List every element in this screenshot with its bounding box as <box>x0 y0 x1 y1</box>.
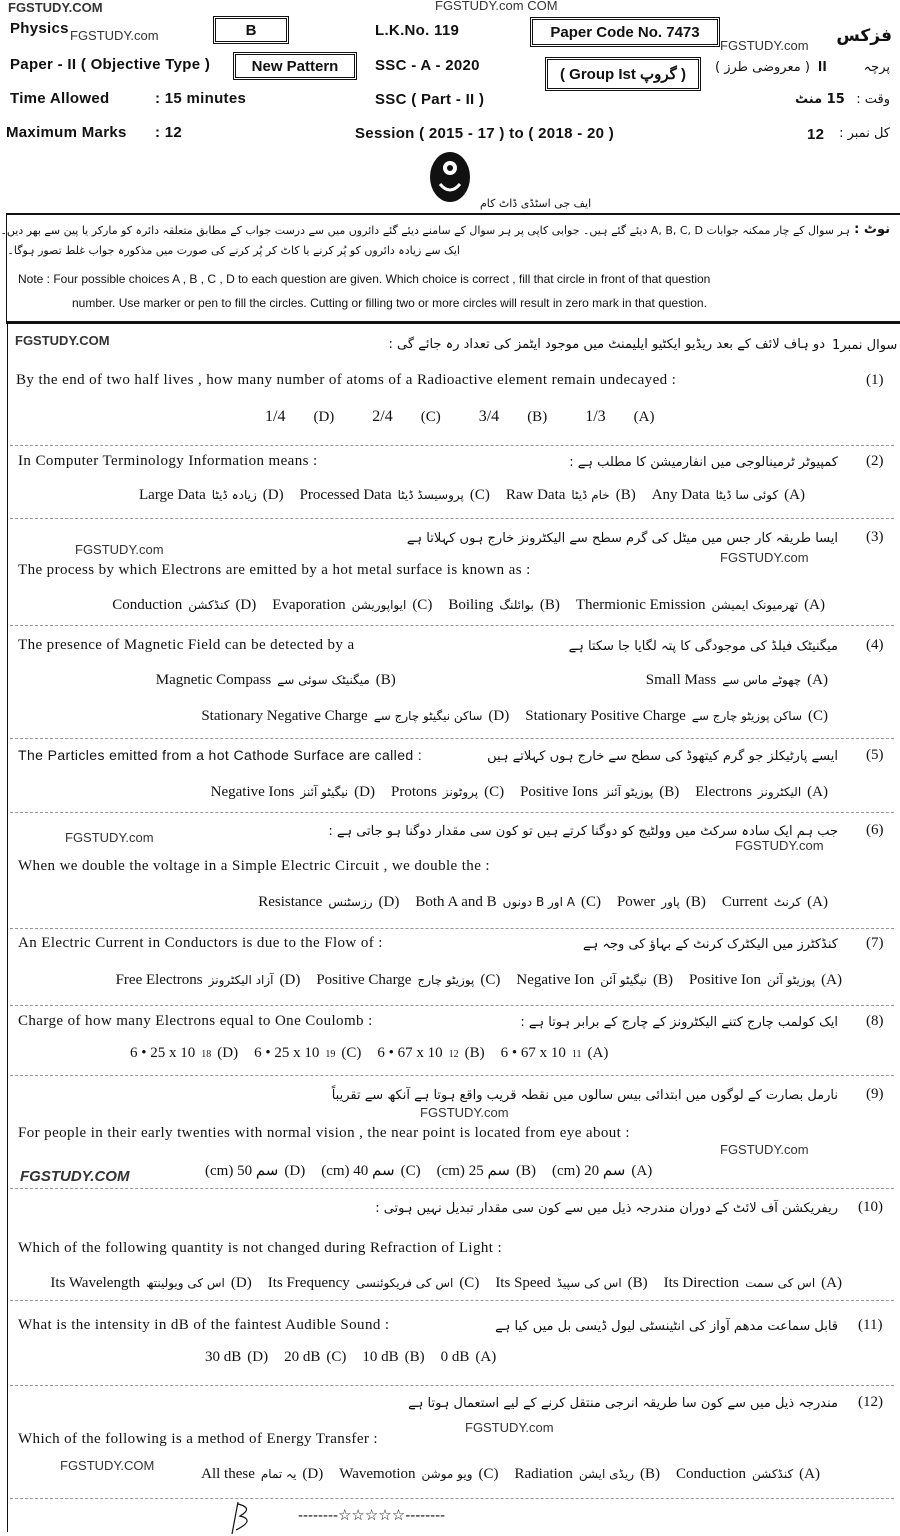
option-letter: (C) <box>808 708 828 724</box>
option-value: 20 dB <box>284 1349 321 1365</box>
watermark: FGSTUDY.COM <box>15 333 110 348</box>
option-letter: (C) <box>326 1349 347 1365</box>
signature-icon <box>228 1500 258 1536</box>
option-letter: (D) <box>247 1349 269 1365</box>
option-value-urdu: پاور <box>661 895 680 909</box>
option-value: Radiation <box>514 1466 573 1482</box>
question-text-english: In Computer Terminology Information means : <box>18 453 318 469</box>
option-value: Power <box>616 894 656 910</box>
option-c <box>300 487 490 504</box>
time-label-urdu: وقت : <box>856 92 890 107</box>
option-value-urdu: تھرمیونک ایمیشن <box>711 598 799 612</box>
option-b <box>377 1045 484 1062</box>
option-letter: (D) <box>279 972 301 988</box>
question-text-english: An Electric Current in Conductors is due to the Flow of : <box>18 935 383 951</box>
option-value: Negative Ion <box>516 972 595 988</box>
option-c <box>254 1045 361 1062</box>
question-label-urdu: سوال نمبر1 <box>832 338 898 353</box>
option-value-urdu: الیکٹرونز <box>757 785 802 799</box>
option-d <box>112 597 256 614</box>
exam-name: SSC - A - 2020 <box>375 57 480 74</box>
option-d <box>205 1161 305 1180</box>
option-a <box>585 408 654 426</box>
question-text-urdu: دو ہاف لائف کے بعد ریڈیو ایکٹیو ایلیمنٹ میں موجود ایٹمز کی تعداد رہ جائے گی : <box>388 337 825 352</box>
option-a <box>689 972 842 989</box>
note-line-2: number. Use marker or pen to fill the circles. Cutting or filling two or more circles will result in zero mark in that question. <box>72 296 707 310</box>
option-a <box>722 894 828 911</box>
subject-english: Physics <box>10 20 69 37</box>
option-value-fraction: 2/4 <box>372 408 393 425</box>
end-mark: --------☆☆☆☆☆-------- <box>298 1507 446 1524</box>
option-letter: (C) <box>478 1466 499 1482</box>
note-line-1: Note : Four possible choices A , B , C , D to each question are given. Which choice is correct , fill that circle in front of that question <box>18 272 711 286</box>
option-value-urdu: زیادہ ڈیٹا <box>211 488 257 502</box>
option-letter: (A) <box>807 894 828 910</box>
option-b <box>520 784 679 801</box>
option-letter: (B) <box>639 1466 660 1482</box>
watermark: FGSTUDY.com <box>720 550 809 565</box>
question-number: (1) <box>866 372 884 388</box>
option-value-urdu: کوئی سا ڈیٹا <box>715 488 779 502</box>
option-b <box>479 408 547 426</box>
paper-label-urdu: پرچہ <box>863 60 890 75</box>
paper-code-box: Paper Code No. 7473 <box>530 17 720 47</box>
option-value-urdu: ساکن نیگیٹو چارج سے <box>373 709 483 723</box>
option-value-urdu: ایواپوریشن <box>351 598 407 612</box>
question-number: (3) <box>866 529 884 545</box>
option-exponent: 11 <box>571 1049 582 1060</box>
option-value-fraction: 1/3 <box>585 408 606 425</box>
option-value: 6 • 67 x 10 <box>500 1045 566 1061</box>
question-text-english: The Particles emitted from a hot Cathode Surface are called : <box>18 747 423 763</box>
option-value: 30 dB <box>205 1349 242 1365</box>
option-value-urdu: خام ڈیٹا <box>571 488 610 502</box>
separator-line <box>10 738 894 739</box>
options-row <box>130 1045 618 1062</box>
option-value-urdu: پوزیٹو آئن <box>767 973 816 987</box>
marks-label-urdu: کل نمبر : <box>839 126 890 141</box>
question-text-urdu: میگنیٹک فیلڈ کی موجودگی کا پتہ لگایا جا سکتا ہے <box>568 639 838 654</box>
option-letter: (C) <box>459 1275 480 1291</box>
option-value-urdu: بوائلنگ <box>499 598 534 612</box>
separator-line <box>10 812 894 813</box>
question-number: (2) <box>866 453 884 469</box>
option-value: Its Wavelength <box>50 1275 141 1291</box>
option-a <box>576 597 825 614</box>
option-value: Its Frequency <box>267 1275 350 1291</box>
option-letter: (C) <box>400 1163 421 1179</box>
question-text-urdu: ایسا طریقہ کار جس میں میٹل کی گرم سطح سے الیکٹرونز خارج ہوں کہلاتا ہے <box>406 531 838 546</box>
group-box: ( Group Ist گروپ ) <box>545 57 701 91</box>
option-value: Thermionic Emission <box>575 597 706 613</box>
option-letter: (D) <box>488 708 510 724</box>
option-letter: (D) <box>378 894 400 910</box>
option-d <box>116 972 301 989</box>
max-marks-value: : 12 <box>155 124 183 141</box>
option-value-urdu: نیگیٹو آئنز <box>300 785 349 799</box>
option-value: All these <box>201 1466 255 1482</box>
options-row <box>139 487 815 504</box>
option-letter: (C) <box>469 487 490 503</box>
option-value: Positive Ions <box>520 784 599 800</box>
question-number: (6) <box>866 822 884 838</box>
option-c <box>372 408 440 426</box>
option-letter: (A) <box>799 1466 820 1482</box>
option-value-urdu: پوزیٹو چارج <box>417 973 475 987</box>
option-value: Raw Data <box>505 487 566 503</box>
option-value-urdu: پروٹونز <box>442 785 479 799</box>
option-c <box>391 784 504 801</box>
option-d <box>201 1466 323 1483</box>
option-value: Boiling <box>448 597 494 613</box>
option-value: Magnetic Compass <box>155 672 272 688</box>
option-letter: (B) <box>652 972 673 988</box>
option-letter: (C) <box>420 409 441 425</box>
option-letter: (B) <box>685 894 706 910</box>
separator-line <box>10 1188 894 1189</box>
option-b <box>515 1466 660 1483</box>
option-letter: (A) <box>821 972 842 988</box>
question-text-urdu: کمپیوٹر ٹرمینالوجی میں انفارمیشن کا مطلب ہے : <box>569 455 838 470</box>
option-letter: (D) <box>217 1045 239 1061</box>
option-letter: (B) <box>627 1275 648 1291</box>
option-value-urdu: ریڈی ایشن <box>578 1467 634 1481</box>
option-value: Wavemotion <box>339 1466 416 1482</box>
option-value: 0 dB <box>440 1349 470 1365</box>
question-number: (12) <box>858 1394 883 1410</box>
option-d <box>205 1349 268 1366</box>
question-text-urdu: جب ہم ایک سادہ سرکٹ میں وولٹیج کو دوگنا کرتے ہیں تو کون سی مقدار دوگنا ہو جاتی ہے : <box>328 824 838 839</box>
option-value: (cm) سم 20 <box>552 1163 626 1179</box>
option-value: Positive Ion <box>688 972 762 988</box>
option-c <box>415 894 601 911</box>
question-text-english: For people in their early twenties with normal vision , the near point is located from eye about : <box>18 1125 630 1141</box>
option-value: Stationary Positive Charge <box>525 708 686 724</box>
option-letter: (D) <box>284 1163 306 1179</box>
time-allowed-label: Time Allowed <box>10 90 110 107</box>
option-value-urdu: اس کی سمت <box>745 1276 816 1290</box>
question-text-urdu: ریفریکشن آف لائٹ کے دوران مندرجہ ذیل میں سے کون سی مقدار تبدیل نہیں ہوتی : <box>375 1201 838 1216</box>
option-d <box>139 487 284 504</box>
option-letter: (B) <box>527 409 548 425</box>
separator-line <box>10 1005 894 1006</box>
option-letter: (B) <box>615 487 636 503</box>
option-value: 10 dB <box>362 1349 399 1365</box>
option-value-urdu: کنڈکشن <box>188 598 230 612</box>
option-a <box>652 487 805 504</box>
option-d <box>211 784 375 801</box>
question-text-urdu: نارمل بصارت کے لوگوں میں ابتدائی بیس سالوں میں نقطہ قریب واقع ہوتا ہے آنکھ سے تقریباً <box>331 1088 838 1103</box>
option-value-urdu: پروسیسڈ ڈیٹا <box>397 488 464 502</box>
option-a <box>441 1349 497 1366</box>
option-value-urdu: کنڈکشن <box>751 1467 794 1481</box>
option-value: (cm) سم 25 <box>436 1163 510 1179</box>
option-value-urdu: میگنیٹک سوئی سے <box>277 673 370 687</box>
options-row <box>50 1275 852 1292</box>
divider <box>6 321 900 324</box>
option-letter: (A) <box>587 1045 609 1061</box>
option-letter: (C) <box>412 597 433 613</box>
option-a <box>676 1466 820 1483</box>
watermark: FGSTUDY.com <box>420 1105 509 1120</box>
option-a <box>695 784 828 801</box>
option-b <box>495 1275 647 1292</box>
option-value: Free Electrons <box>115 972 203 988</box>
option-letter: (B) <box>404 1349 425 1365</box>
option-letter: (A) <box>784 487 805 503</box>
divider <box>6 213 900 215</box>
options-row <box>265 408 664 426</box>
options-row <box>112 597 835 614</box>
separator-line <box>10 928 894 929</box>
option-b <box>156 672 396 689</box>
option-value: Positive Charge <box>316 972 412 988</box>
option-value-urdu: ساکن پوزیٹو چارج سے <box>691 709 802 723</box>
watermark: FGSTUDY.com <box>465 1420 554 1435</box>
option-a <box>501 1045 609 1062</box>
options-row <box>201 1466 830 1483</box>
option-b <box>437 1161 536 1180</box>
option-d <box>130 1045 238 1062</box>
watermark: FGSTUDY.COM <box>60 1458 155 1473</box>
option-letter: (C) <box>484 784 505 800</box>
option-letter: (A) <box>633 409 655 425</box>
option-letter: (C) <box>580 894 601 910</box>
option-value: Its Direction <box>663 1275 740 1291</box>
option-value-urdu: اس کی فریکوئنسی <box>355 1276 454 1290</box>
note-line-2-urdu: ایک سے زیادہ دائروں کو پُر کرنے یا کاٹ کر پُر کرنے کی صورت میں مذکورہ جواب غلط تصور ہوگا۔ <box>7 244 460 257</box>
watermark: FGSTUDY.com <box>75 542 164 557</box>
option-letter: (B) <box>539 597 560 613</box>
question-number: (10) <box>858 1199 883 1215</box>
option-value: Negative Ions <box>210 784 295 800</box>
question-text-english: The presence of Magnetic Field can be detected by a <box>18 637 355 653</box>
option-c <box>316 972 500 989</box>
option-value-urdu: ویو موشن <box>421 1467 473 1481</box>
options-row <box>258 894 838 911</box>
watermark: FGSTUDY.COM <box>20 1168 130 1185</box>
option-value: Stationary Negative Charge <box>201 708 368 724</box>
option-letter: (A) <box>631 1163 653 1179</box>
option-c <box>525 708 828 725</box>
subject-urdu: فزکس <box>836 26 892 46</box>
options-row <box>156 672 838 689</box>
watermark: FGSTUDY.com <box>70 28 159 43</box>
option-c <box>321 1161 420 1180</box>
option-value: Resistance <box>258 894 323 910</box>
option-value-urdu: اس کی ویولینتھ <box>146 1276 225 1290</box>
option-letter: (D) <box>235 597 257 613</box>
option-letter: (D) <box>354 784 375 800</box>
option-value: Electrons <box>695 784 752 800</box>
option-value: (cm) سم 50 <box>205 1163 279 1179</box>
option-value: (cm) سم 40 <box>321 1163 395 1179</box>
paper-type-urdu: ( معروضی طرز ) <box>715 60 810 75</box>
separator-line <box>10 1498 894 1499</box>
lk-number: L.K.No. 119 <box>375 22 460 39</box>
option-b <box>362 1349 424 1366</box>
option-value-urdu: پوزیٹو آئنز <box>604 785 654 799</box>
question-text-english: Which of the following is a method of Energy Transfer : <box>18 1431 378 1447</box>
pattern-box: New Pattern <box>233 52 357 80</box>
option-value-urdu: نیگیٹو آئن <box>600 973 647 987</box>
option-letter: (A) <box>804 597 825 613</box>
option-letter: (D) <box>313 409 335 425</box>
option-letter: (A) <box>807 784 828 800</box>
separator-line <box>10 1075 894 1076</box>
marks-urdu: 12 <box>807 126 825 143</box>
option-a <box>664 1275 842 1292</box>
option-value: Both A and B <box>415 894 497 910</box>
option-value-urdu: آزاد الیکٹرونز <box>208 973 274 987</box>
option-exponent: 19 <box>325 1049 336 1060</box>
options-row <box>116 972 852 989</box>
option-value: Its Speed <box>495 1275 551 1291</box>
version-box: B <box>213 16 289 44</box>
option-value-urdu: رزسٹنس <box>328 895 373 909</box>
option-letter: (A) <box>475 1349 497 1365</box>
separator-line <box>10 625 894 626</box>
watermark: FGSTUDY.com <box>720 38 809 53</box>
option-d <box>265 408 334 426</box>
time-urdu: 15 منٹ <box>795 92 845 107</box>
option-value: Conduction <box>675 1466 746 1482</box>
option-value: Any Data <box>651 487 710 503</box>
option-letter: (C) <box>341 1045 362 1061</box>
option-value: 6 • 67 x 10 <box>377 1045 443 1061</box>
separator-line <box>10 1385 894 1386</box>
option-letter: (B) <box>464 1045 485 1061</box>
options-row <box>211 784 838 801</box>
question-text-english: By the end of two half lives , how many number of atoms of a Radioactive element remain undecayed : <box>16 372 677 388</box>
question-text-english: Which of the following quantity is not changed during Refraction of Light : <box>18 1240 503 1256</box>
time-allowed-value: : 15 minutes <box>155 90 247 107</box>
question-text-english: What is the intensity in dB of the faintest Audible Sound : <box>18 1317 390 1333</box>
option-letter: (D) <box>230 1275 252 1291</box>
option-c <box>339 1466 498 1483</box>
option-letter: (B) <box>659 784 680 800</box>
options-row <box>205 1161 662 1180</box>
question-text-english: When we double the voltage in a Simple Electric Circuit , we double the : <box>18 858 490 874</box>
option-c <box>268 1275 480 1292</box>
watermark: FGSTUDY.com <box>720 1142 809 1157</box>
paper-type: Paper - II ( Objective Type ) <box>10 56 211 73</box>
watermark: FGSTUDY.com <box>735 838 824 853</box>
question-text-urdu: کنڈکٹرز میں الیکٹرک کرنٹ کے بہاؤ کی وجہ ہے <box>583 937 838 952</box>
option-value: Processed Data <box>299 487 392 503</box>
option-letter: (A) <box>807 672 828 688</box>
note-label-urdu: نوٹ : <box>854 222 890 237</box>
option-letter: (C) <box>480 972 501 988</box>
session: Session ( 2015 - 17 ) to ( 2018 - 20 ) <box>355 125 615 142</box>
watermark: FGSTUDY.com COM <box>435 0 558 13</box>
option-a <box>552 1161 652 1180</box>
separator-line <box>10 445 894 446</box>
option-exponent: 12 <box>448 1049 459 1060</box>
question-number: (4) <box>866 637 884 653</box>
option-c <box>284 1349 346 1366</box>
question-text-english: Charge of how many Electrons equal to One Coulomb : <box>18 1013 373 1029</box>
option-b <box>617 894 706 911</box>
option-a <box>646 672 828 689</box>
separator-line <box>10 1300 894 1301</box>
max-marks-label: Maximum Marks <box>6 124 127 141</box>
options-row <box>205 1349 506 1366</box>
left-border <box>7 322 8 1532</box>
option-letter: (B) <box>516 1163 536 1179</box>
exam-part: SSC ( Part - II ) <box>375 91 485 108</box>
question-number: (11) <box>858 1317 883 1333</box>
option-letter: (A) <box>821 1275 842 1291</box>
question-number: (5) <box>866 747 884 763</box>
paper-number-urdu: II <box>818 58 827 75</box>
option-d <box>50 1275 251 1292</box>
option-value: Protons <box>390 784 437 800</box>
site-name-urdu: ایف جی اسٹڈی ڈاٹ کام <box>480 197 592 210</box>
option-value: 6 • 25 x 10 <box>254 1045 320 1061</box>
option-d <box>258 894 399 911</box>
option-b <box>516 972 673 989</box>
note-line-1-urdu: ہر سوال کے چار ممکنہ جوابات A, B, C, D دیئے گئے ہیں۔ جوابی کاپی پر ہر سوال کے سامنے دیئے گئے دائروں میں سے درست جواب کے مطابق متعلقہ دائرہ کو مارکر یا پین سے بھر دیں۔ <box>0 224 850 237</box>
board-logo-icon <box>428 150 472 204</box>
question-text-english: The process by which Electrons are emitted by a hot metal surface is known as : <box>18 562 531 578</box>
option-value: Current <box>721 894 768 910</box>
options-row <box>201 708 838 725</box>
question-text-urdu: ایسے پارٹیکلز جو گرم کیتھوڈ کی سطح سے خارج ہوں کہلاتے ہیں <box>487 749 838 764</box>
option-d <box>201 708 509 725</box>
option-value: Evaporation <box>272 597 346 613</box>
option-letter: (D) <box>262 487 284 503</box>
option-value-fraction: 3/4 <box>478 408 500 425</box>
option-exponent: 18 <box>201 1049 212 1060</box>
option-value: Small Mass <box>645 672 717 688</box>
option-letter: (D) <box>302 1466 324 1482</box>
question-number: (7) <box>866 935 884 951</box>
option-c <box>272 597 432 614</box>
separator-line <box>10 518 894 519</box>
option-value: 6 • 25 x 10 <box>130 1045 196 1061</box>
watermark: FGSTUDY.COM <box>8 0 103 15</box>
option-value-urdu: اس کی سپیڈ <box>556 1276 622 1290</box>
question-text-urdu: ایک کولمب چارج کتنے الیکٹرونز کے چارج کے برابر ہوتا ہے : <box>520 1015 838 1030</box>
option-value-fraction: 1/4 <box>265 408 286 425</box>
question-number: (8) <box>866 1013 884 1029</box>
option-b <box>506 487 636 504</box>
watermark: FGSTUDY.com <box>65 830 154 845</box>
option-b <box>448 597 560 614</box>
option-letter: (B) <box>375 672 396 688</box>
question-number: (9) <box>866 1086 884 1102</box>
question-text-urdu: قابل سماعت مدھم آواز کی انٹینسٹی لیول ڈیسی بل میں کیا ہے <box>495 1319 838 1334</box>
option-value-urdu: چھوٹے ماس سے <box>722 673 802 687</box>
option-value-urdu: کرنٹ <box>773 895 802 909</box>
option-value-urdu: A اور B دونوں <box>502 895 575 909</box>
question-text-urdu: مندرجہ ذیل میں سے کون سا طریقہ انرجی منتقل کرنے کے لیے استعمال ہوتا ہے <box>408 1396 838 1411</box>
option-value: Large Data <box>139 487 206 503</box>
option-value: Conduction <box>112 597 183 613</box>
option-value-urdu: یہ تمام <box>260 1467 297 1481</box>
